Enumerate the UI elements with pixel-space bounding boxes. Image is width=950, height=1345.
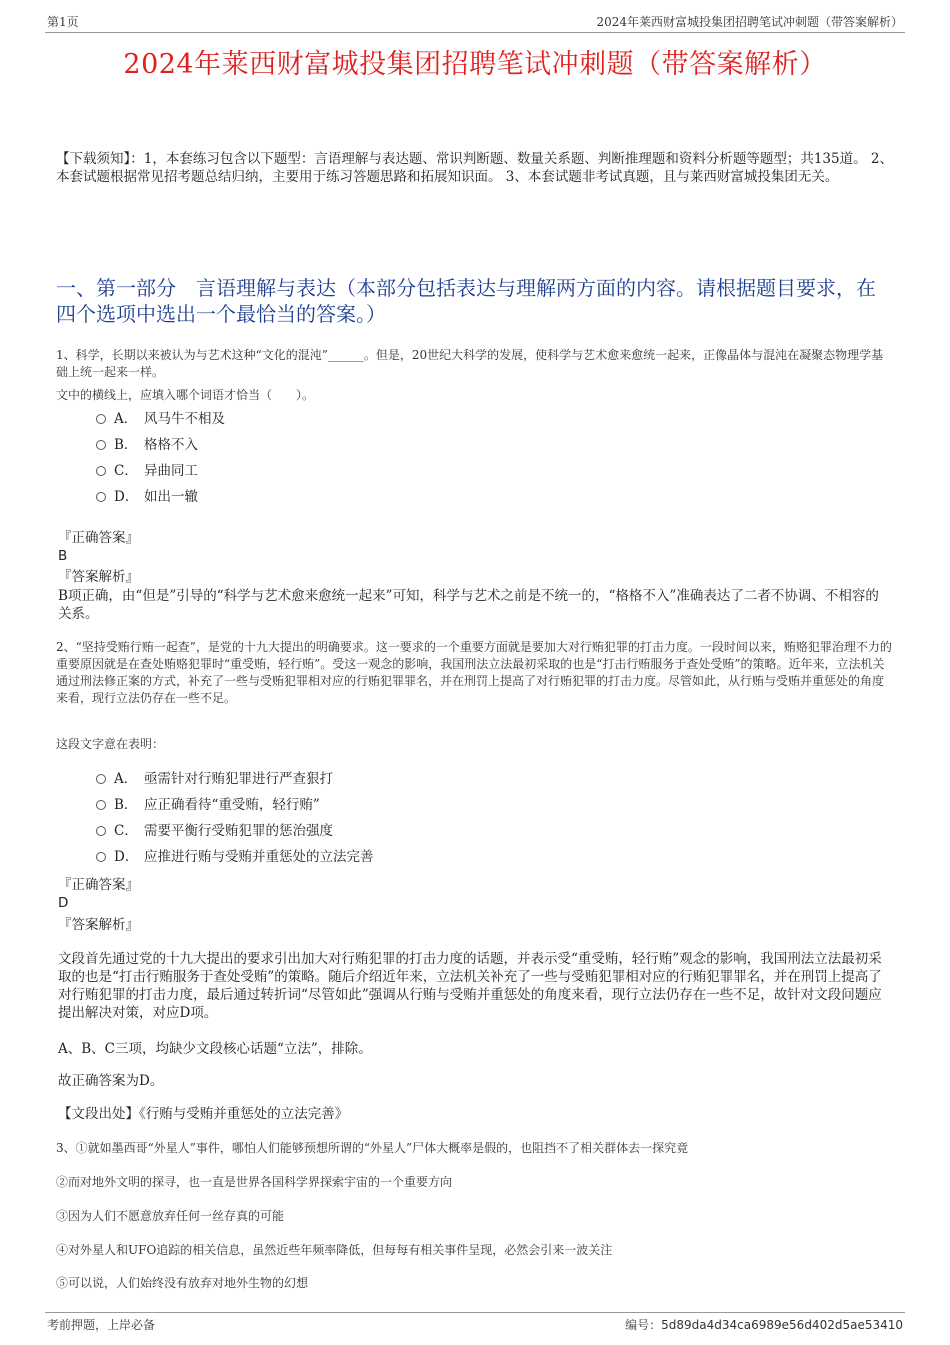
question-3-line-2: ②而对地外文明的探寻，也一直是世界各国科学界探索宇宙的一个重要方向 <box>56 1175 453 1189</box>
q1-option-a[interactable]: A． 风马牛不相及 <box>96 410 225 428</box>
question-3-line-3: ③因为人们不愿意放弃任何一丝存真的可能 <box>56 1209 285 1223</box>
q1-analysis-label: 『答案解析』 <box>58 569 139 585</box>
page-number: 第1页 <box>47 15 79 29</box>
question-3-line-4: ④对外星人和UFO追踪的相关信息，虽然近些年频率降低，但每每有相关事件呈现，必然会引来一波关注 <box>56 1243 613 1257</box>
download-notice: 【下载须知】：1，本套练习包含以下题型：言语理解与表达题、常识判断题、数量关系题、判断推理题和资料分析题等题型；共135道。 2、本套试题根据常见招考题总结归纳，主要用于练习答题思路和拓展知识面。 3、本套试题非考试真题，且与莱西财富城投集团无关。 <box>56 151 893 185</box>
q2-option-b[interactable]: B． 应正确看待“重受贿，轻行贿” <box>96 796 320 814</box>
radio-icon[interactable] <box>96 466 106 476</box>
question-3-line-1: 3、①就如墨西哥“外星人”事件，哪怕人们能够预想所谓的“外星人”尸体大概率是假的，也阻挡不了相关群体去一探究竟 <box>56 1141 689 1155</box>
question-2-prompt: 这段文字意在表明： <box>56 737 165 751</box>
q1-option-c[interactable]: C． 异曲同工 <box>96 462 198 480</box>
question-1-text: 1、科学，长期以来被认为与艺术这种“文化的混沌”______。但是，20世纪大科学的发展，使科学与艺术愈来愈统一起来，正像晶体与混沌在凝聚态物理学基础上统一起来一样。 <box>56 348 884 379</box>
q1-option-b[interactable]: B． 格格不入 <box>96 436 198 454</box>
page-footer <box>45 1312 905 1335</box>
question-2-text: 2、“坚持受贿行贿一起查”，是党的十九大提出的明确要求。这一要求的一个重要方面就是要加大对行贿犯罪的打击力度。一段时间以来，贿赂犯罪治理不力的重要原因就是在查处贿赂犯罪时“重受贿，轻行贿”。受这一观念的影响，我国刑法立法最初采取的也是“打击行贿服务于查处受贿”的策略。近年来，立法机关通过刑法修正案的方式，补充了一些与受贿犯罪相对应的行贿犯罪罪名，并在刑罚上提高了对行贿犯罪的打击力度。尽管如此，从行贿与受贿并重惩处的角度来看，现行立法仍存在一些不足。 <box>56 640 892 705</box>
q2-source: 【文段出处】《行贿与受贿并重惩处的立法完善》 <box>58 1106 349 1122</box>
radio-icon[interactable] <box>96 492 106 502</box>
question-3-line-5: ⑤可以说，人们始终没有放弃对地外生物的幻想 <box>56 1276 309 1290</box>
q1-analysis: B项正确，由“但是”引导的“科学与艺术愈来愈统一起来”可知，科学与艺术之前是不统一的，“格格不入”准确表达了二者不协调、不相容的关系。 <box>58 588 879 622</box>
q2-option-c[interactable]: C． 需要平衡行受贿犯罪的惩治强度 <box>96 822 333 840</box>
q1-correct-answer-label: 『正确答案』 <box>58 530 139 546</box>
radio-icon[interactable] <box>96 774 106 784</box>
q2-option-d[interactable]: D． 应推进行贿与受贿并重惩处的立法完善 <box>96 848 374 866</box>
footer-code <box>625 1316 903 1333</box>
footer-slogan: 考前押题，上岸必备 <box>47 1318 156 1332</box>
q2-analysis-label: 『答案解析』 <box>58 917 139 933</box>
q2-analysis-paragraph-2: A、B、C三项，均缺少文段核心话题“立法”，排除。 <box>58 1041 372 1057</box>
footer-code-value: 5d89da4d34ca6989e56d402d5ae53410 <box>661 1318 903 1332</box>
q2-answer: D <box>58 895 69 911</box>
page-header <box>45 10 905 33</box>
section-title: 一、第一部分 言语理解与表达（本部分包括表达与理解两方面的内容。请根据题目要求，在四个选项中选出一个最恰当的答案。） <box>56 276 876 326</box>
footer-code-label: 编号： <box>625 1318 662 1332</box>
q2-analysis-paragraph-1: 文段首先通过党的十九大提出的要求引出加大对行贿犯罪的打击力度的话题，并表示受“重受贿，轻行贿”观念的影响，我国刑法立法最初采取的也是“打击行贿服务于查处受贿”的策略。随后介绍近年来，立法机关补充了一些与受贿犯罪相对应的行贿犯罪罪名，并在刑罚上提高了对行贿犯罪的打击力度，最后通过转折词“尽管如此”强调从行贿与受贿并重惩处的角度来看，现行立法仍存在一些不足，故针对文段问题应提出解决对策，对应D项。 <box>58 951 882 1021</box>
q1-answer: B <box>58 548 68 564</box>
radio-icon[interactable] <box>96 826 106 836</box>
q2-analysis-paragraph-3: 故正确答案为D。 <box>58 1073 164 1089</box>
q2-option-a[interactable]: A． 亟需针对行贿犯罪进行严查狠打 <box>96 770 333 788</box>
q1-option-d[interactable]: D． 如出一辙 <box>96 488 198 506</box>
radio-icon[interactable] <box>96 414 106 424</box>
radio-icon[interactable] <box>96 800 106 810</box>
document-title: 2024年莱西财富城投集团招聘笔试冲刺题（带答案解析） <box>123 49 827 80</box>
q2-correct-answer-label: 『正确答案』 <box>58 877 139 893</box>
radio-icon[interactable] <box>96 852 106 862</box>
header-doc-title: 2024年莱西财富城投集团招聘笔试冲刺题（带答案解析） <box>596 15 903 29</box>
radio-icon[interactable] <box>96 440 106 450</box>
question-1-prompt: 文中的横线上，应填入哪个词语才恰当（ ）。 <box>56 388 315 402</box>
